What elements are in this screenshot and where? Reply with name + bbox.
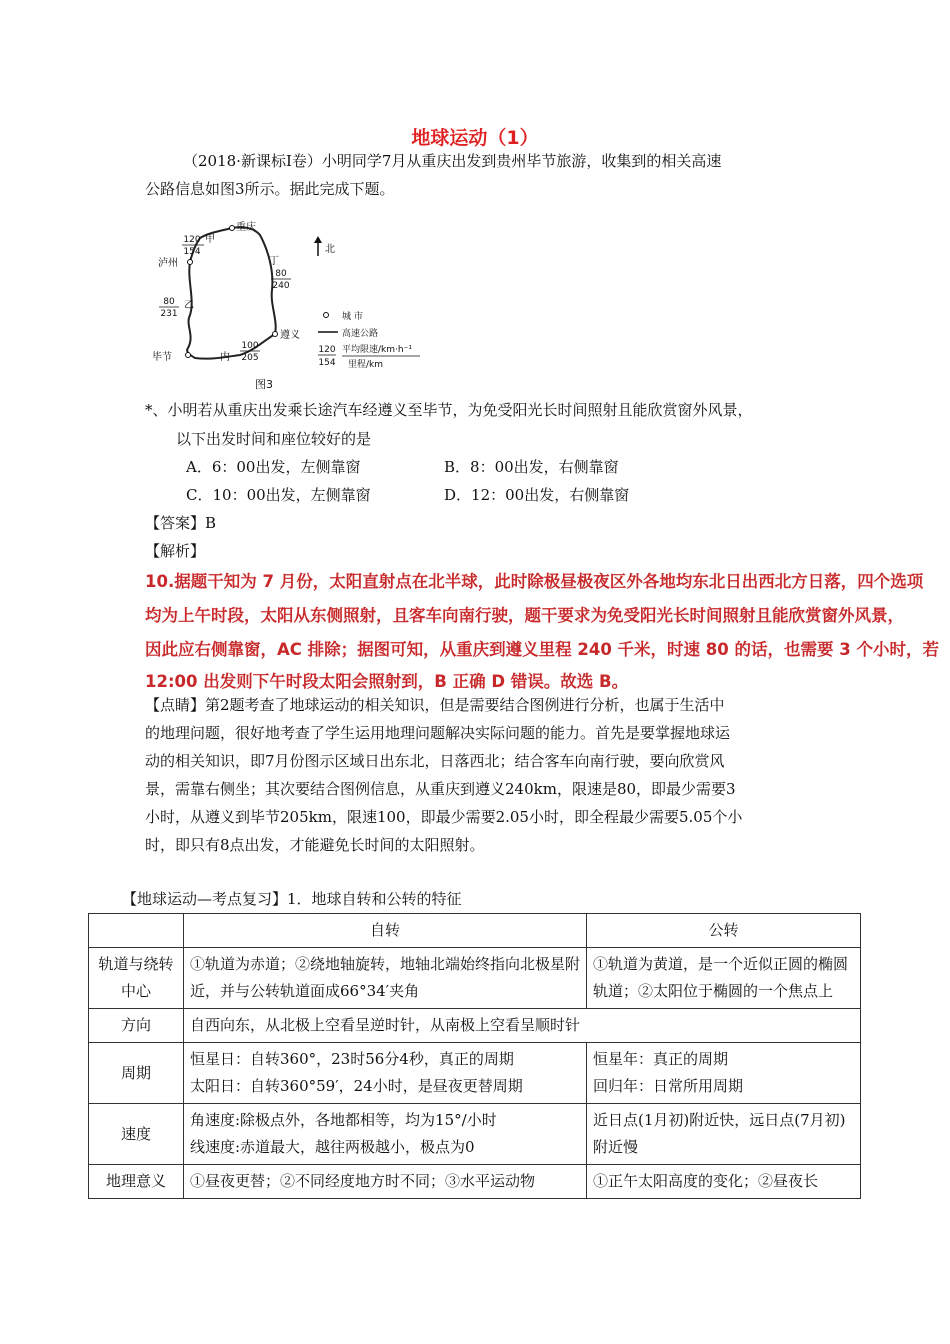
label-luzhou: 泸州 <box>158 258 178 269</box>
row-label-speed: 速度 <box>89 1104 184 1165</box>
label-yi: 乙 <box>184 300 194 311</box>
cell-orbit-revolution: ①轨道为黄道，是一个近似正圆的椭圆轨道；②太阳位于椭圆的一个焦点上 <box>587 948 861 1009</box>
table-header-revolution: 公转 <box>587 914 861 948</box>
table-header-empty <box>89 914 184 948</box>
comment-line-4: 景，需靠右侧坐；其次要结合图例信息，从重庆到遵义240km，限速是80，即最少需要3 <box>145 780 736 798</box>
city-dot-zunyi <box>273 332 278 337</box>
analysis-line-1: 10.据题干知为 7 月份，太阳直射点在北半球，此时除极昼极夜区外各地均东北日出西北方日落，四个选项 <box>145 572 924 591</box>
answer: 【答案】B <box>145 514 217 532</box>
comment-line-6: 时，即只有8点出发，才能避免长时间的太阳照射。 <box>145 836 485 854</box>
legend-sample-distance: 154 <box>318 358 336 368</box>
route-2-distance: 240 <box>272 281 290 291</box>
question-line-1: *、小明若从重庆出发乘长途汽车经遵义至毕节，为免受阳光长时间照射且能欣赏窗外风景， <box>145 401 753 419</box>
analysis-label: 【解析】 <box>145 542 206 560</box>
period-sidereal-year: 恒星年：真正的周期 <box>593 1050 729 1068</box>
label-bijie: 毕节 <box>152 352 172 363</box>
legend-city-label: 城 市 <box>342 312 363 322</box>
cell-significance-rotation: ①昼夜更替；②不同经度地方时不同；③水平运动物 <box>184 1165 587 1199</box>
table-row <box>89 1165 861 1199</box>
north-label: 北 <box>325 244 335 255</box>
label-nei: 内 <box>220 352 230 363</box>
route-1-distance: 154 <box>183 247 201 257</box>
cell-speed-revolution: 近日点(1月初)附近快，远日点(7月初)附近慢 <box>587 1104 861 1165</box>
period-tropical-year: 回归年：日常所用周期 <box>593 1077 744 1095</box>
comment-line-5: 小时，从遵义到毕节205km，限速100，即最少需要2.05小时，即全程最少需要5.05个小 <box>145 808 743 826</box>
city-dot-chongqing <box>230 226 235 231</box>
cell-period-revolution <box>587 1043 861 1104</box>
table-header-row <box>89 914 861 948</box>
legend-highway-label: 高速公路 <box>342 329 379 339</box>
table-header-rotation: 自转 <box>184 914 587 948</box>
row-label-period: 周期 <box>89 1043 184 1104</box>
north-arrow-icon <box>314 236 322 256</box>
route-4-distance: 205 <box>241 353 259 363</box>
question-line-2: 以下出发时间和座位较好的是 <box>176 430 372 448</box>
analysis-line-4: 12:00 出发则下午时段太阳会照射到，B 正确 D 错误。故选 B。 <box>145 672 629 691</box>
period-solar-day: 太阳日：自转360°59′，24小时，是昼夜更替周期 <box>190 1077 523 1095</box>
city-dot-luzhou <box>188 260 193 265</box>
intro-line-2: 公路信息如图3所示。据此完成下题。 <box>145 180 395 198</box>
row-label-significance: 地理意义 <box>89 1165 184 1199</box>
option-b: B．8：00出发，右侧靠窗 <box>444 458 619 476</box>
analysis-line-2: 均为上午时段，太阳从东侧照射，且客车向南行驶，题干要求为免受阳光长时间照射且能欣赏窗外风景， <box>145 606 904 625</box>
period-sidereal-day: 恒星日：自转360°，23时56分4秒，真正的周期 <box>190 1050 514 1068</box>
row-label-orbit: 轨道与绕转中心 <box>89 948 184 1009</box>
rotation-revolution-table <box>88 913 861 1199</box>
label-jia: 甲 <box>205 234 215 245</box>
option-d: D．12：00出发，右侧靠窗 <box>444 486 630 504</box>
cell-period-rotation <box>184 1043 587 1104</box>
speed-angular: 角速度:除极点外，各地都相等，均为15°/小时 <box>190 1111 497 1129</box>
option-a: A．6：00出发，左侧靠窗 <box>186 458 361 476</box>
route-3-distance: 231 <box>160 309 178 319</box>
route-1-speed: 120 <box>183 235 201 245</box>
legend-distance-label: 里程/km <box>348 360 384 370</box>
cell-significance-revolution: ①正午太阳高度的变化；②昼夜长 <box>587 1165 861 1199</box>
label-chongqing: 重庆 <box>236 222 256 233</box>
cell-orbit-rotation: ①轨道为赤道；②绕地轴旋转，地轴北端始终指向北极星附近，并与公转轨道面成66°34′夹角 <box>184 948 587 1009</box>
cell-speed-rotation <box>184 1104 587 1165</box>
table-row <box>89 948 861 1009</box>
comment-line-2: 的地理问题，很好地考查了学生运用地理问题解决实际问题的能力。首先是要掌握地球运 <box>145 724 731 742</box>
legend-sample-speed: 120 <box>318 345 336 355</box>
route-2-speed: 80 <box>275 269 287 279</box>
route-3-speed: 80 <box>163 297 175 307</box>
table-row <box>89 1043 861 1104</box>
label-ding: 丁 <box>269 256 279 267</box>
legend-speed-label: 平均限速/km·h⁻¹ <box>342 345 412 355</box>
comment-line-3: 动的相关知识，即7月份图示区域日出东北，日落西北；结合客车向南行驶，要向欣赏风 <box>145 752 725 770</box>
route-4-speed: 100 <box>241 341 259 351</box>
label-zunyi: 遵义 <box>280 330 300 341</box>
cell-direction: 自西向东，从北极上空看呈逆时针，从南极上空看呈顺时针 <box>184 1009 861 1043</box>
highway-map-figure <box>150 210 440 395</box>
intro-line-1: （2018·新课标Ⅰ卷）小明同学7月从重庆出发到贵州毕节旅游，收集到的相关高速 <box>183 152 722 170</box>
comment-line-1: 【点睛】第2题考查了地球运动的相关知识，但是需要结合图例进行分析，也属于生活中 <box>145 696 725 714</box>
speed-linear: 线速度:赤道最大，越往两极越小，极点为0 <box>190 1138 475 1156</box>
table-row <box>89 1009 861 1043</box>
option-c: C．10：00出发，左侧靠窗 <box>186 486 371 504</box>
legend-city-icon <box>324 313 329 318</box>
figure-label: 图3 <box>255 378 273 391</box>
page-title: 地球运动（1） <box>411 127 539 149</box>
table-row <box>89 1104 861 1165</box>
review-heading: 【地球运动—考点复习】1．地球自转和公转的特征 <box>122 890 462 908</box>
row-label-direction: 方向 <box>89 1009 184 1043</box>
analysis-line-3: 因此应右侧靠窗，AC 排除；据图可知，从重庆到遵义里程 240 千米，时速 80 的话，也需要 3 个小时，若 <box>145 640 939 659</box>
city-dot-bijie <box>186 353 191 358</box>
